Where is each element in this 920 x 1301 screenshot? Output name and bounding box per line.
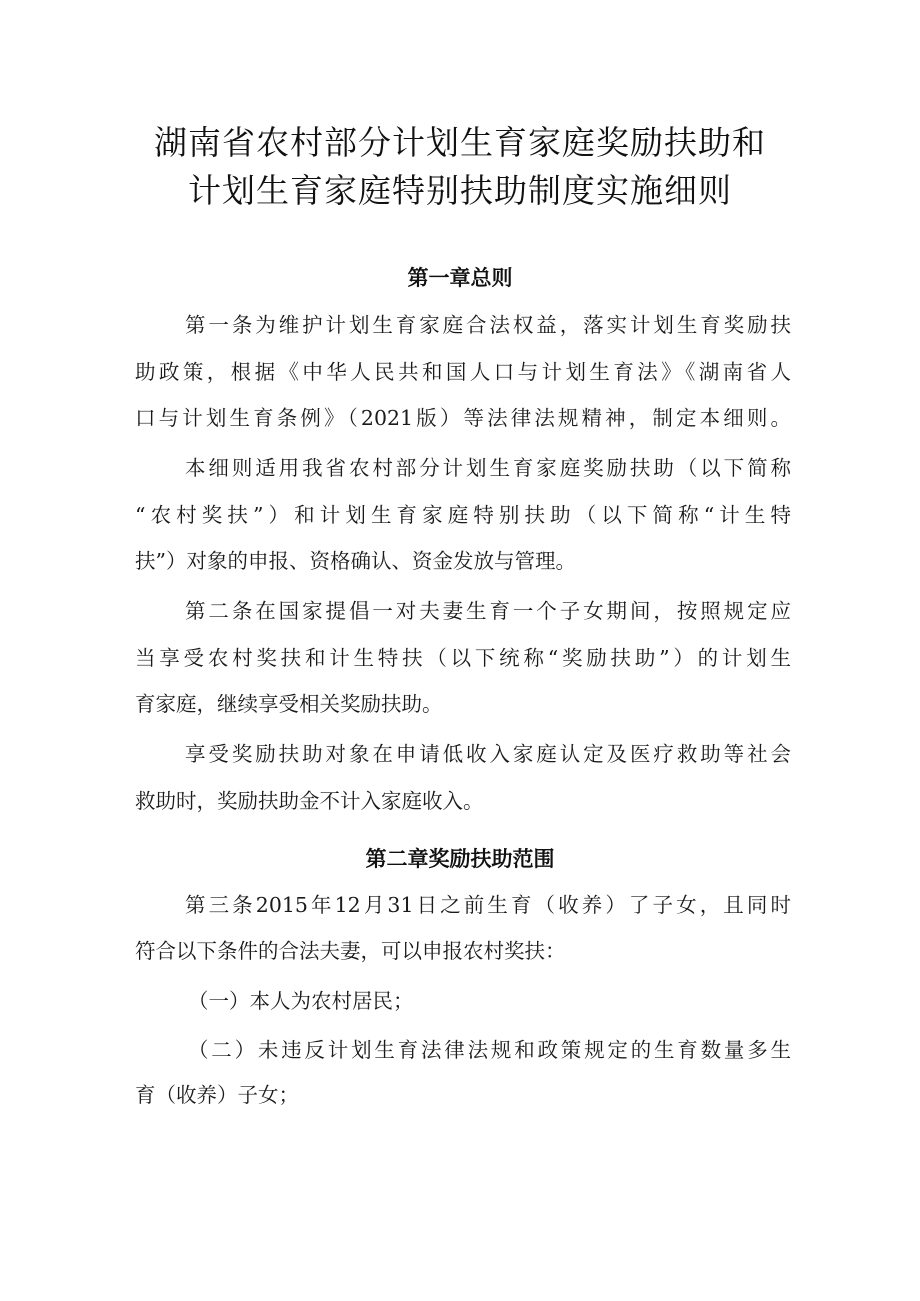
paragraph-line: 育（收养）子女； [135, 1083, 299, 1107]
paragraph-line: 当享受农村奖扶和计生特扶（以下统称“奖励扶助”）的计划生 [135, 646, 791, 670]
chapter-2-heading: 第二章奖励扶助范围 [365, 847, 555, 871]
paragraph-line: 扶”）对象的申报、资格确认、资金发放与管理。 [135, 549, 576, 573]
chapter-1-heading: 第一章总则 [407, 266, 513, 290]
paragraph-line: 育家庭，继续享受相关奖励扶助。 [135, 692, 443, 716]
paragraph-line: 救助时，奖励扶助金不计入家庭收入。 [135, 789, 484, 813]
paragraph-line: 第二条在国家提倡一对夫妻生育一个子女期间，按照规定应 [185, 599, 791, 623]
paragraph-line: 本细则适用我省农村部分计划生育家庭奖励扶助（以下简称 [185, 456, 791, 480]
paragraph-line: 符合以下条件的合法夫妻，可以申报农村奖扶： [135, 939, 566, 963]
paragraph-line: 享受奖励扶助对象在申请低收入家庭认定及医疗救助等社会 [185, 742, 791, 766]
document-title-line-2: 计划生育家庭特别扶助制度实施细则 [188, 171, 732, 210]
paragraph-line: 助政策，根据《中华人民共和国人口与计划生育法》《湖南省人 [135, 360, 791, 384]
document-title-line-1: 湖南省农村部分计划生育家庭奖励扶助和 [154, 123, 766, 162]
paragraph-line: “农村奖扶”）和计划生育家庭特别扶助（以下简称“计生特 [135, 503, 791, 527]
paragraph-line: 第三条2015年12月31日之前生育（收养）了子女，且同时 [185, 893, 791, 917]
paragraph-line: 口与计划生育条例》（2021版）等法律法规精神，制定本细则。 [135, 406, 791, 430]
list-item: （一）本人为农村居民； [188, 989, 414, 1013]
paragraph-line: 第一条为维护计划生育家庭合法权益，落实计划生育奖励扶 [185, 313, 791, 337]
list-item: （二）未违反计划生育法律法规和政策规定的生育数量多生 [188, 1038, 791, 1062]
